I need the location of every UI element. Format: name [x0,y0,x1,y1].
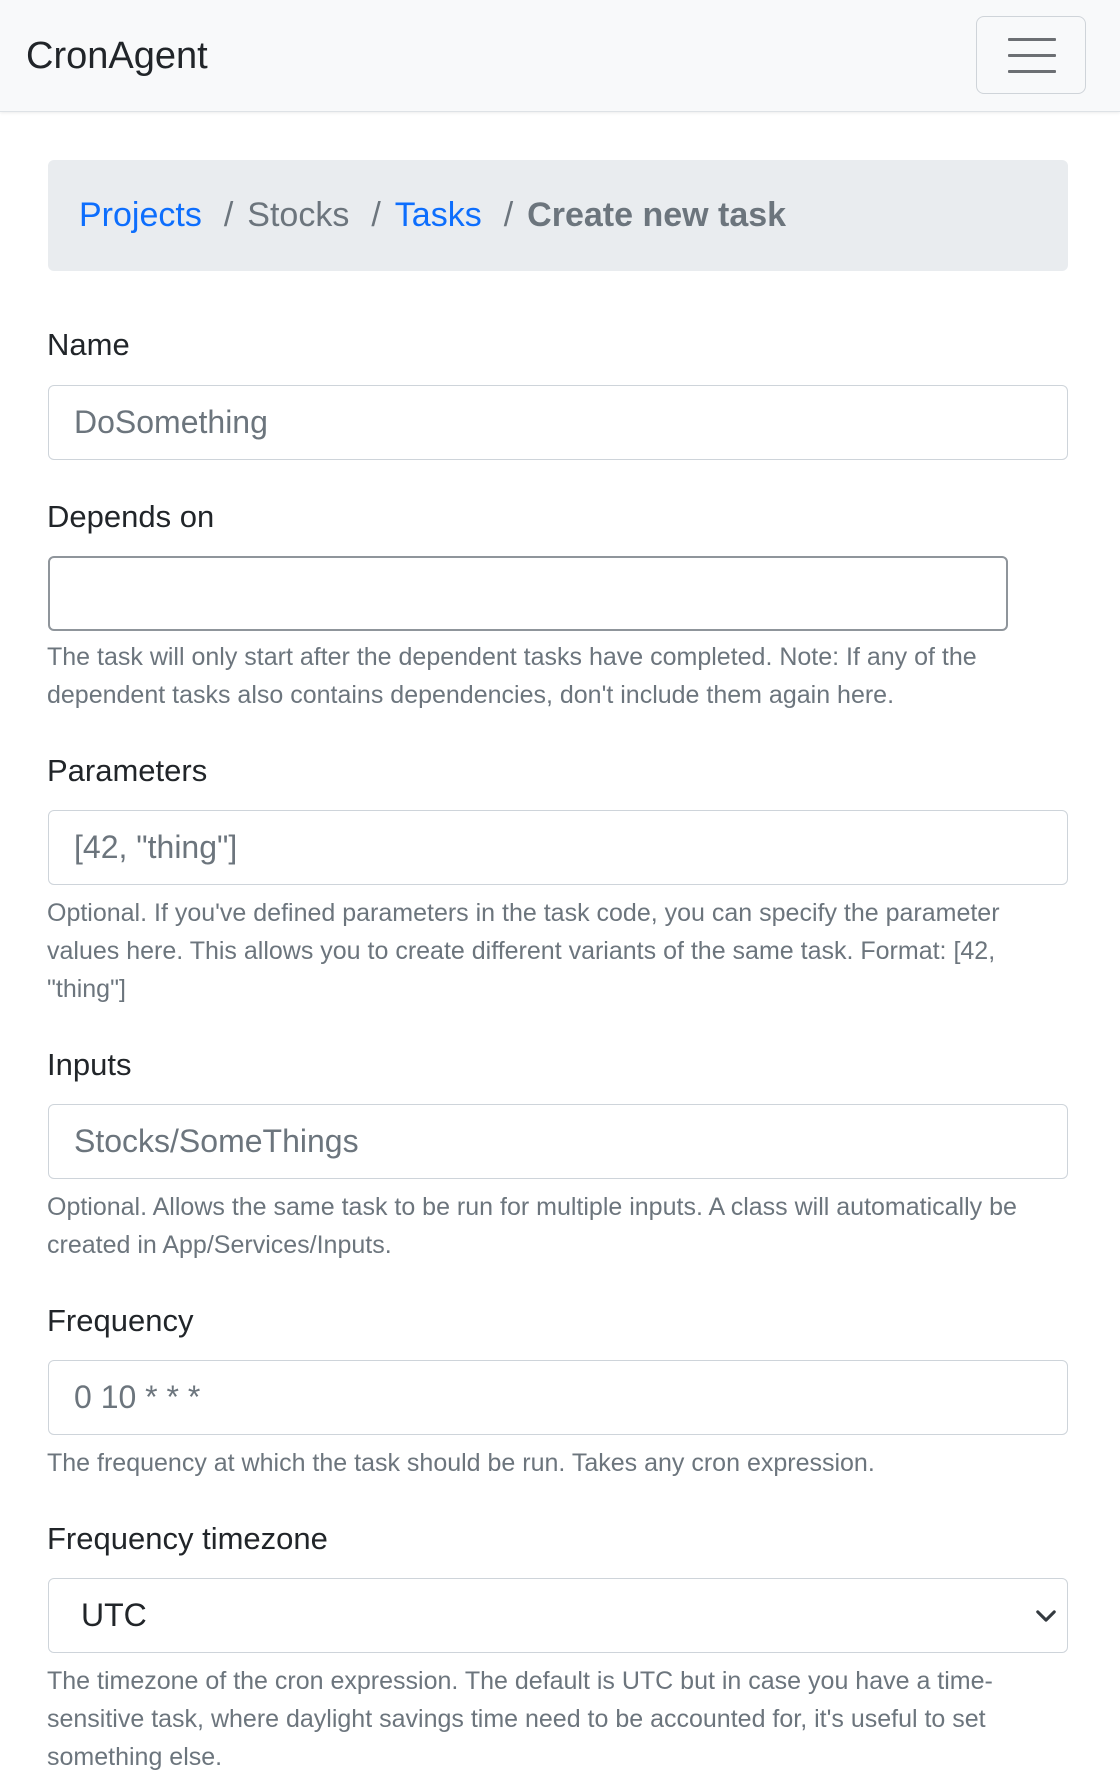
frequency-help: The frequency at which the task should be run. Takes any cron expression. [47,1449,875,1477]
breadcrumb-separator: / [223,196,234,234]
depends-on-label: Depends on [47,499,215,534]
timezone-select[interactable] [48,1578,1068,1653]
name-input[interactable] [48,385,1068,460]
hamburger-menu-icon [1008,38,1056,41]
navbar-toggle-button[interactable] [976,16,1086,94]
hamburger-menu-icon [1008,54,1056,57]
timezone-label: Frequency timezone [47,1521,328,1556]
parameters-help: Optional. If you've defined parameters in the task code, you can specify the parameter values here. This allows you to create different variants of the same task. Format: [42, "thing"] [47,899,1000,1003]
depends-on-input[interactable] [48,556,1008,631]
breadcrumb [48,160,1068,271]
breadcrumb-stocks: Stocks [247,196,350,234]
depends-on-help: The task will only start after the dependent tasks have completed. Note: If any of the dependent tasks also contains dependencies, don't include them again here. [47,643,977,709]
breadcrumb-projects-link[interactable]: Projects [79,196,202,234]
breadcrumb-separator: / [503,196,514,234]
inputs-input[interactable] [48,1104,1068,1179]
hamburger-menu-icon [1008,70,1056,73]
frequency-label: Frequency [47,1303,194,1338]
parameters-label: Parameters [47,753,208,788]
inputs-label: Inputs [47,1047,132,1082]
parameters-input[interactable] [48,810,1068,885]
name-label: Name [47,327,130,362]
inputs-help: Optional. Allows the same task to be run for multiple inputs. A class will automatically be created in App/Services/Inputs. [47,1193,1017,1259]
timezone-selected-value: UTC [81,1597,147,1633]
timezone-help: The timezone of the cron expression. The default is UTC but in case you have a time-sensitive task, where daylight savings time need to be accounted for, it's useful to set something else. [47,1667,993,1771]
navbar [0,0,1120,112]
parameters-input-placeholder: [42, "thing"] [74,829,238,865]
chevron-down-icon [1035,1605,1057,1627]
name-input-placeholder: DoSomething [74,404,268,440]
frequency-input[interactable] [48,1360,1068,1435]
inputs-input-placeholder: Stocks/SomeThings [74,1123,359,1159]
frequency-input-placeholder: 0 10 * * * [74,1379,201,1415]
breadcrumb-separator: / [371,196,381,234]
brand-logo[interactable]: CronAgent [26,35,208,77]
breadcrumb-tasks-link[interactable]: Tasks [394,196,482,234]
breadcrumb-current-page: Create new task [527,196,787,234]
